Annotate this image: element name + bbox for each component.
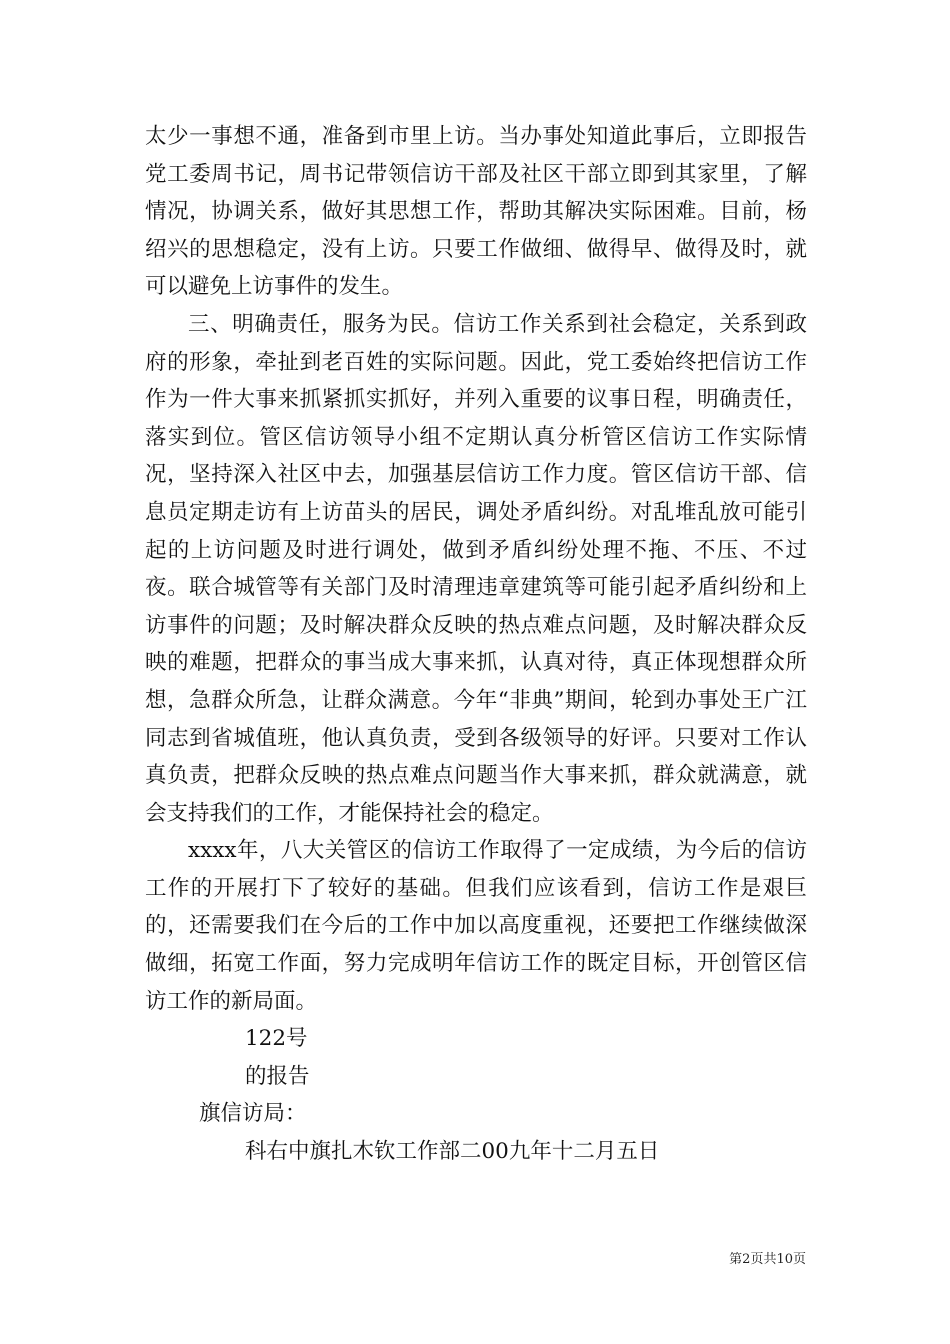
paragraph-continuation: 太少一事想不通，准备到市里上访。当办事处知道此事后，立即报告党工委周书记，周书记带领信访干部及社区干部立即到其家里，了解情况，协调关系，做好其思想工作，帮助其解决实际困难。目前，杨绍兴的思想稳定，没有上访。只要工作做细、做得早、做得及时，就可以避免上访事件的发生。 (145, 124, 807, 300)
paragraph-summary: xxxx年，八大关管区的信访工作取得了一定成绩，为今后的信访工作的开展打下了较好的基础。但我们应该看到，信访工作是艰巨的，还需要我们在今后的工作中加以高度重视，还要把工作继续做深做细，拓宽工作面，努力完成明年信访工作的既定目标，开创管区信访工作的新局面。 (145, 838, 807, 1014)
document-body (145, 118, 807, 1171)
signature-date-line: 科右中旗扎木钦工作部二00九年十二月五日 (245, 1139, 660, 1165)
paragraph-section-three: 三、明确责任，服务为民。信访工作关系到社会稳定，关系到政府的形象，牵扯到老百姓的实际问题。因此，党工委始终把信访工作作为一件大事来抓紧抓实抓好，并列入重要的议事日程，明确责任，落实到位。管区信访领导小组不定期认真分析管区信访工作实际情况，坚持深入社区中去，加强基层信访工作力度。管区信访干部、信息员定期走访有上访苗头的居民，调处矛盾纠纷。对乱堆乱放可能引起的上访问题及时进行调处，做到矛盾纠纷处理不拖、不压、不过夜。联合城管等有关部门及时清理违章建筑等可能引起矛盾纠纷和上访事件的问题；及时解决群众反映的热点难点问题，及时解决群众反映的难题，把群众的事当成大事来抓，认真对待，真正体现想群众所想，急群众所急，让群众满意。今年“非典”期间，轮到办事处王广江同志到省城值班，他认真负责，受到各级领导的好评。只要对工作认真负责，把群众反映的热点难点问题当作大事来抓，群众就满意，就会支持我们的工作，才能保持社会的稳定。 (145, 311, 807, 826)
page-footer: 第2页共10页 (729, 1252, 806, 1267)
recipient-line: 旗信访局： (199, 1101, 307, 1127)
document-number-line: 122号 (245, 1026, 308, 1052)
report-title-line: 的报告 (245, 1063, 310, 1089)
